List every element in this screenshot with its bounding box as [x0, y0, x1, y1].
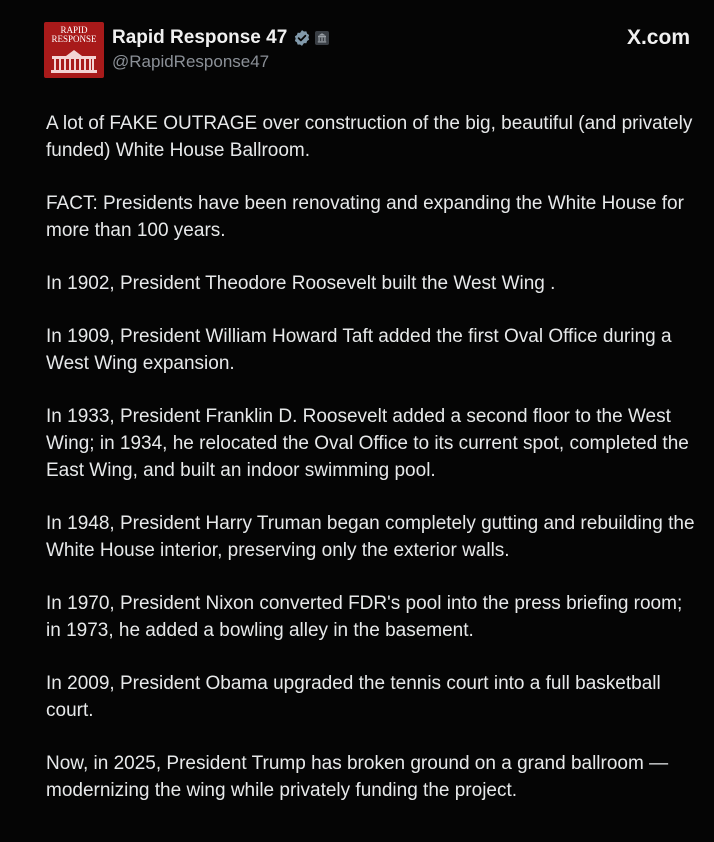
avatar[interactable]	[44, 22, 104, 78]
display-name[interactable]: Rapid Response 47	[112, 27, 288, 48]
post-header	[44, 22, 690, 78]
avatar-logo-text: RAPID RESPONSE	[51, 25, 97, 44]
post-paragraph: In 2009, President Obama upgraded the tennis court into a full basketball court.	[46, 673, 661, 721]
brand-label: X.com	[626, 26, 690, 49]
display-name-row	[112, 24, 329, 52]
post-paragraph: A lot of FAKE OUTRAGE over construction of the big, beautiful (and privately funded) White House Ballroom.	[46, 113, 693, 161]
brand-xcom	[627, 26, 690, 50]
government-affiliation-icon[interactable]	[315, 31, 329, 45]
post-paragraph: In 1933, President Franklin D. Roosevelt added a second floor to the West Wing; in 1934, he relocated the Oval Office to its current spot, completed the East Wing, and built an indoor swimming pool.	[46, 406, 689, 481]
post-paragraph: In 1970, President Nixon converted FDR's pool into the press briefing room; in 1973, he added a bowling alley in the basement.	[46, 593, 683, 641]
post-paragraph: Now, in 2025, President Trump has broken ground on a grand ballroom — modernizing the wing while privately funding the project.	[46, 753, 669, 801]
post-paragraph: In 1948, President Harry Truman began completely gutting and rebuilding the White House interior, preserving only the exterior walls.	[46, 513, 695, 561]
post-paragraph: In 1902, President Theodore Roosevelt built the West Wing .	[46, 273, 556, 294]
author-names	[112, 24, 329, 72]
post-paragraph: In 1909, President William Howard Taft added the first Oval Office during a West Wing expansion.	[46, 326, 672, 374]
post-body	[46, 110, 696, 830]
author-handle[interactable]: @RapidResponse47	[112, 52, 270, 71]
white-house-icon	[50, 48, 98, 74]
post-paragraph: FACT: Presidents have been renovating and expanding the White House for more than 100 years.	[46, 193, 684, 241]
verified-badge-icon[interactable]	[293, 29, 311, 47]
